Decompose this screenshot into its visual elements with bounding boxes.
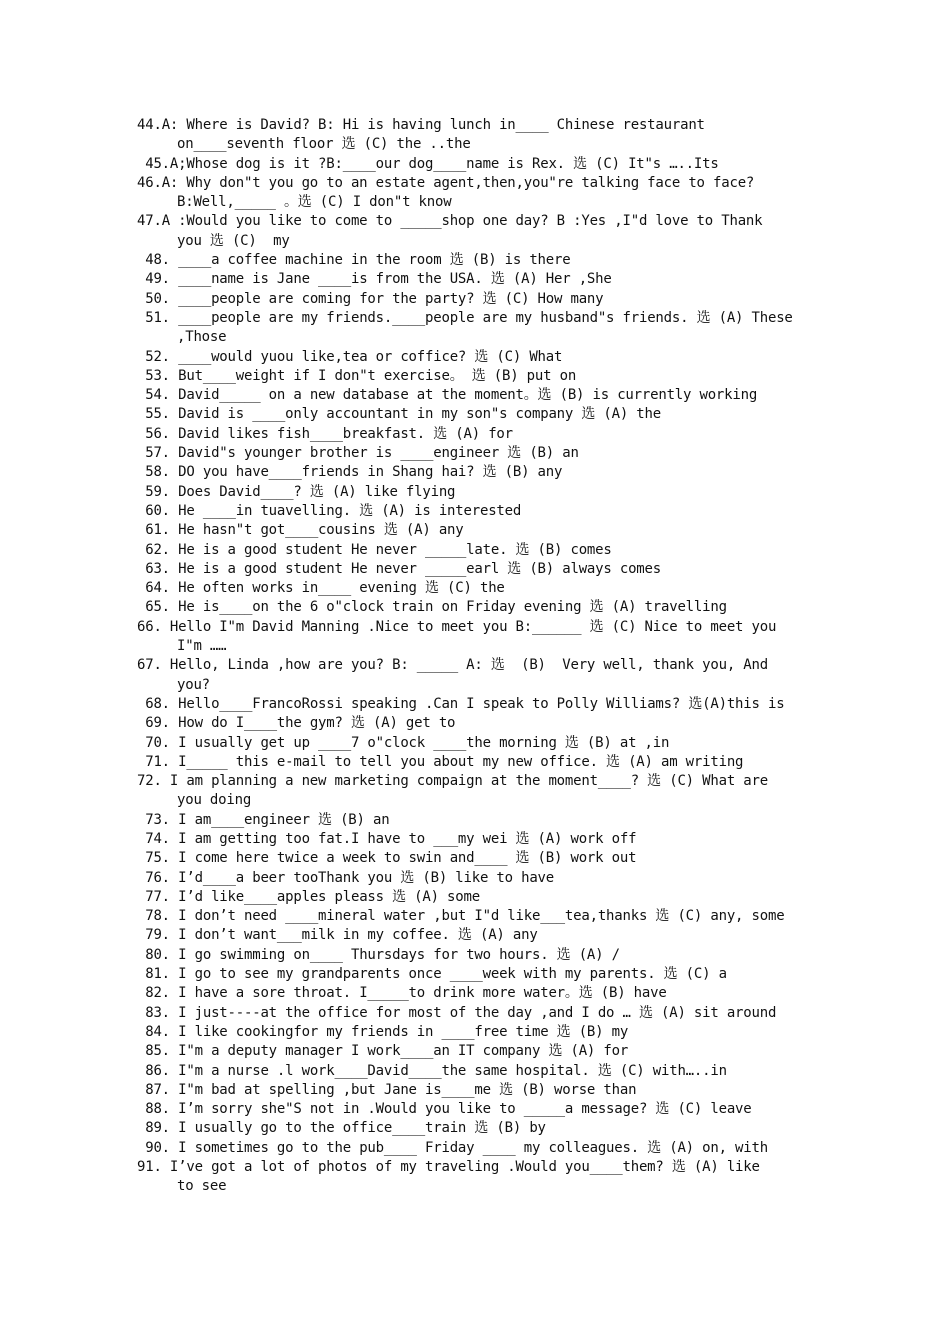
question-number: 66. [137,618,162,635]
question-line [137,483,827,502]
question-text: I go swimming on____ Thursdays for two hours. 选 (A) / [169,946,620,963]
question-line [137,598,827,617]
question-number: 73. [137,811,170,828]
question-text: I"m …… [177,638,227,655]
question-line [137,1062,827,1081]
question-number: 63. [137,560,170,577]
question-text: I usually get up ____7 o"clock ____the morning 选 (B) at ,in [169,734,670,751]
question-number: 86. [137,1062,170,1079]
question-text: Hello I"m David Manning .Nice to meet you B:______ 选 (C) Nice to meet you [161,618,777,635]
question-number: 46. [137,174,162,191]
question-number: 45. [137,155,170,172]
question-line [137,888,827,907]
question-text: I"m bad at spelling ,but Jane is____me 选 (B) worse than [169,1081,637,1098]
question-line [137,849,827,868]
question-text: I usually go to the office____train 选 (B) by [169,1120,546,1137]
question-continuation-line [137,1177,827,1196]
question-line [137,830,827,849]
question-number: 49. [137,271,170,288]
question-line [137,869,827,888]
question-number: 44. [137,117,162,133]
question-line [137,1139,827,1158]
question-text: He is____on the 6 o"clock train on Friday evening 选 (A) travelling [169,599,727,616]
question-number: 60. [137,502,170,519]
question-text: you 选 (C) my [177,232,290,249]
question-number: 85. [137,1043,170,1060]
question-number: 52. [137,348,170,365]
question-line [137,946,827,965]
question-line [137,463,827,482]
question-text: I sometimes go to the pub____ Friday ____ my colleagues. 选 (A) on, with [169,1139,768,1156]
question-number: 80. [137,946,170,963]
question-text: David likes fish____breakfast. 选 (A) for [169,425,513,442]
question-number: 84. [137,1023,170,1040]
question-text: you? [177,676,210,693]
question-continuation-line [137,232,827,251]
question-text: A :Would you like to come to _____shop one day? B :Yes ,I"d love to Thank [161,213,763,230]
question-text: How do I____the gym? 选 (A) get to [169,715,456,732]
question-text: David"s younger brother is ____engineer 选 (B) an [169,445,579,462]
question-number: 81. [137,966,170,983]
question-text: Does David____? 选 (A) like flying [169,483,456,500]
question-text: He ____in tuavelling. 选 (A) is interested [169,502,522,519]
question-line [137,965,827,984]
question-continuation-line [137,791,827,810]
question-text: you doing [177,792,252,809]
question-line [137,811,827,830]
question-number: 90. [137,1139,170,1156]
question-line [137,1042,827,1061]
question-line [137,174,827,193]
question-text: I go to see my grandparents once ____week with my parents. 选 (C) a [169,966,727,983]
question-line [137,1023,827,1042]
question-text: I like cookingfor my friends in ____free time 选 (B) my [169,1023,629,1040]
question-line [137,348,827,367]
question-number: 89. [137,1120,170,1137]
question-number: 78. [137,908,170,925]
question-text: He is a good student He never _____late. 选 (B) comes [169,541,612,558]
question-text: David_____ on a new database at the moment。选 (B) is currently working [169,387,758,404]
question-line [137,656,827,675]
question-text: He often works in____ evening 选 (C) the [169,580,505,597]
question-number: 62. [137,541,170,558]
question-text: I have a sore throat. I_____to drink more water。选 (B) have [169,985,667,1002]
question-line [137,1081,827,1100]
question-number: 56. [137,425,170,442]
question-number: 68. [137,695,170,712]
question-text: I don’t want___milk in my coffee. 选 (A) any [169,927,538,944]
question-number: 53. [137,367,170,384]
question-text: I’ve got a lot of photos of my traveling .Would you____them? 选 (A) like [161,1159,760,1176]
question-text: B:Well,_____ 。选 (C) I don"t know [177,194,452,211]
question-number: 88. [137,1101,170,1118]
question-text: David is ____only accountant in my son"s company 选 (A) the [169,406,661,423]
question-number: 72. [137,773,162,790]
question-line [137,1100,827,1119]
question-text: I am____engineer 选 (B) an [169,811,390,828]
question-line [137,309,827,328]
question-line [137,1119,827,1138]
question-text: ____people are my friends.____people are my husband"s friends. 选 (A) These [169,309,793,326]
question-continuation-line [137,637,827,656]
question-continuation-line [137,676,827,695]
question-number: 69. [137,715,170,732]
question-number: 77. [137,888,170,905]
question-number: 59. [137,483,170,500]
question-line [137,560,827,579]
question-line [137,618,827,637]
question-line [137,116,827,135]
question-text: DO you have____friends in Shang hai? 选 (B) any [169,464,563,481]
question-text: ____would yuou like,tea or coffice? 选 (C) What [169,348,563,365]
question-number: 54. [137,387,170,404]
question-text: I_____ this e-mail to tell you about my new office. 选 (A) am writing [169,753,744,770]
question-text: I just----at the office for most of the day ,and I do … 选 (A) sit around [169,1004,777,1021]
question-text: ,Those [177,329,227,346]
question-continuation-line [137,328,827,347]
question-number: 47. [137,213,162,230]
question-line [137,772,827,791]
question-text: I’m sorry she"S not in .Would you like to _____a message? 选 (C) leave [169,1101,752,1118]
question-line [137,1158,827,1177]
question-line [137,386,827,405]
question-text: Hello____FrancoRossi speaking .Can I speak to Polly Williams? 选(A)this is [169,695,785,712]
question-line [137,714,827,733]
question-number: 91. [137,1159,162,1176]
question-text: Hello, Linda ,how are you? B: _____ A: 选 (B) Very well, thank you, And [161,657,768,674]
question-line [137,155,827,174]
question-number: 87. [137,1081,170,1098]
question-line [137,579,827,598]
question-number: 55. [137,406,170,423]
question-line [137,502,827,521]
question-text: ____people are coming for the party? 选 (C) How many [169,290,604,307]
question-number: 74. [137,830,170,847]
question-line [137,695,827,714]
question-number: 83. [137,1004,170,1021]
question-number: 58. [137,464,170,481]
question-number: 50. [137,290,170,307]
question-text: ____a coffee machine in the room 选 (B) is there [169,252,571,269]
question-line [137,521,827,540]
question-text: He hasn"t got____cousins 选 (A) any [169,522,464,539]
question-text: I’d like____apples pleass 选 (A) some [169,888,480,905]
question-line [137,541,827,560]
question-text: I"m a deputy manager I work____an IT company 选 (A) for [169,1043,629,1060]
question-line [137,290,827,309]
question-text: I"m a nurse .l work____David____the same hospital. 选 (C) with…..in [169,1062,727,1079]
question-number: 75. [137,850,170,867]
question-number: 76. [137,869,170,886]
question-number: 48. [137,252,170,269]
question-line [137,367,827,386]
question-number: 79. [137,927,170,944]
question-line [137,444,827,463]
question-line [137,907,827,926]
question-line [137,251,827,270]
question-text: A;Whose dog is it ?B:____our dog____name is Rex. 选 (C) It"s …..Its [169,155,719,172]
question-text: ____name is Jane ____is from the USA. 选 (A) Her ,She [169,271,612,288]
question-number: 82. [137,985,170,1002]
question-line [137,425,827,444]
question-number: 61. [137,522,170,539]
question-line [137,926,827,945]
question-number: 64. [137,580,170,597]
question-list [137,116,827,1197]
question-number: 70. [137,734,170,751]
question-line [137,212,827,231]
question-line [137,984,827,1003]
question-number: 71. [137,753,170,770]
question-continuation-line [137,135,827,154]
question-line [137,270,827,289]
question-text: But____weight if I don"t exercise。 选 (B) put on [169,367,577,384]
question-text: I am getting too fat.I have to ___my wei 选 (A) work off [169,830,637,847]
question-line [137,405,827,424]
question-text: A: Where is David? B: Hi is having lunch in____ Chinese restaurant [161,117,705,133]
question-text: I come here twice a week to swin and____ 选 (B) work out [169,850,637,867]
question-number: 65. [137,599,170,616]
question-continuation-line [137,193,827,212]
question-line [137,753,827,772]
question-number: 67. [137,657,162,674]
question-text: I am planning a new marketing compaign at the moment____? 选 (C) What are [161,773,768,790]
question-text: on____seventh floor 选 (C) the ..the [177,136,471,153]
question-text: He is a good student He never _____earl 选 (B) always comes [169,560,661,577]
question-line [137,1004,827,1023]
question-number: 51. [137,309,170,326]
question-text: I don’t need ____mineral water ,but I"d like___tea,thanks 选 (C) any, some [169,908,785,925]
question-text: to see [177,1178,227,1195]
question-number: 57. [137,445,170,462]
question-text: I’d____a beer tooThank you 选 (B) like to have [169,869,555,886]
question-line [137,734,827,753]
question-text: A: Why don"t you go to an estate agent,then,you"re talking face to face? [161,174,755,191]
